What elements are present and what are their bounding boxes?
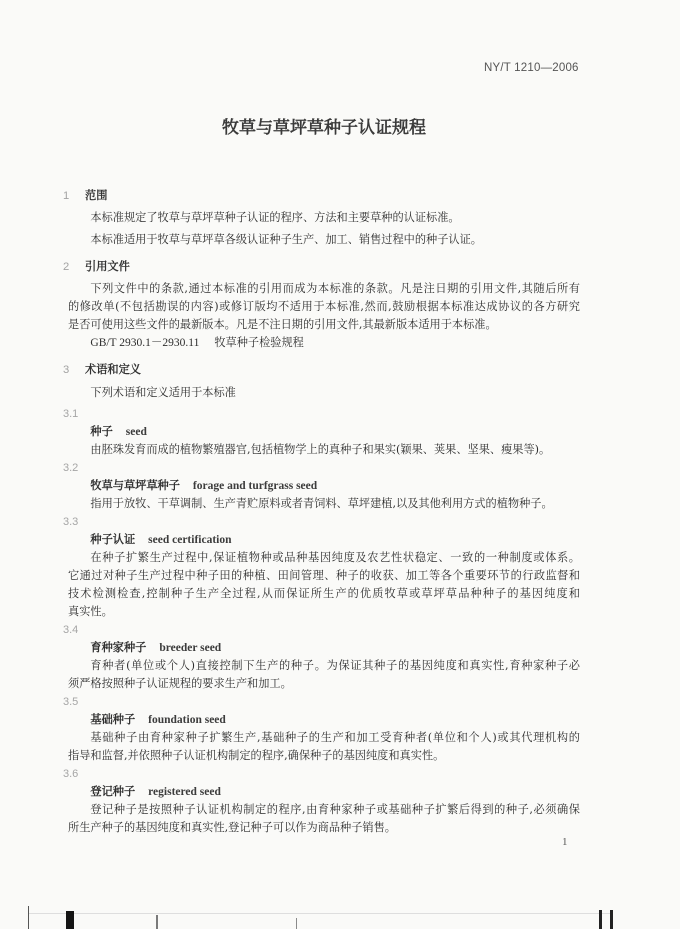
document-number: NY/T 1210—2006 <box>484 62 579 74</box>
definition-line: 登记种子是按照种子认证机构制定的程序,由育种家种子或基础种子扩繁后得到的种子,必须确保 <box>90 803 580 816</box>
term-chinese: 种子认证 <box>90 533 136 546</box>
clause-number: 3.5 <box>63 696 79 708</box>
section-title: 术语和定义 <box>85 363 141 376</box>
scan-edge-mark <box>296 918 297 929</box>
section-scope <box>63 187 580 249</box>
clause-number: 3.6 <box>63 768 79 780</box>
term-chinese: 登记种子 <box>90 785 136 798</box>
term-heading <box>68 783 580 801</box>
definition-line: 育种者(单位或个人)直接控制下生产的种子。为保证其种子的基因纯度和真实性,育种家种子必 <box>90 659 580 672</box>
term-heading <box>68 423 580 441</box>
scan-edge-mark <box>28 906 29 929</box>
scan-edge-mark <box>156 915 158 929</box>
definition-line: 在种子扩繁生产过程中,保证植物种或品种基因纯度及农艺性状稳定、一致的一种制度或体系。 <box>90 551 580 564</box>
term-chinese: 育种家种子 <box>90 641 147 654</box>
term-english: foundation seed <box>148 714 226 726</box>
definition-line: 指导和监督,并依照种子认证机构制定的程序,确保种子的基因纯度和真实性。 <box>68 749 445 762</box>
scan-edge-mark <box>610 910 613 929</box>
section-number: 3 <box>63 364 70 376</box>
clause-number: 3.1 <box>63 408 79 420</box>
term-heading <box>68 711 580 729</box>
section-intro: 下列术语和定义适用于本标准 <box>90 386 236 399</box>
term-chinese: 牧草与草坪草种子 <box>90 479 180 492</box>
reference-code: GB/T 2930.1－2930.11 <box>90 337 200 349</box>
term-english: breeder seed <box>159 642 222 654</box>
definition-line: 所生产种子的基因纯度和真实性,登记种子可以作为商品种子销售。 <box>68 821 396 834</box>
paragraph-line: 本标准规定了牧草与草坪草种子认证的程序、方法和主要草种的认证标准。 <box>90 211 460 224</box>
section-heading <box>63 361 580 379</box>
definition-line: 指用于放牧、干草调制、生产青贮原料或者青饲料、草坪建植,以及其他利用方式的植物种子。 <box>90 497 553 510</box>
definition-line: 须严格按照种子认证规程的要求生产和加工。 <box>68 677 292 690</box>
paragraph-line: 下列文件中的条款,通过本标准的引用而成为本标准的条款。凡是注日期的引用文件,其随后所有 <box>90 282 580 295</box>
section-terms-definitions <box>63 361 580 837</box>
page-number: 1 <box>562 836 568 848</box>
paragraph-line: 是否可使用这些文件的最新版本。凡是不注日期的引用文件,其最新版本适用于本标准。 <box>68 318 497 331</box>
section-number: 2 <box>63 261 70 273</box>
term-english: forage and turfgrass seed <box>192 480 318 492</box>
section-normative-references <box>63 258 580 352</box>
section-heading <box>63 187 580 205</box>
clause-number: 3.2 <box>63 462 79 474</box>
document-body <box>63 187 580 837</box>
term-english: seed <box>125 426 147 438</box>
reference-title: 牧草种子检验规程 <box>214 336 304 349</box>
term-english: seed certification <box>148 534 232 546</box>
term-chinese: 基础种子 <box>90 713 136 726</box>
term-chinese: 种子 <box>90 425 113 438</box>
reference-entry <box>68 334 580 352</box>
document-title: 牧草与草坪草种子认证规程 <box>222 118 426 138</box>
section-title: 引用文件 <box>85 260 130 273</box>
term-heading <box>68 477 580 495</box>
paragraph-line: 的修改单(不包括勘误的内容)或修订版均不适用于本标准,然而,鼓励根据本标准达成协议的各方研究 <box>68 300 580 313</box>
definition-line: 真实性。 <box>68 605 113 618</box>
paragraph-line: 本标准适用于牧草与草坪草各级认证种子生产、加工、销售过程中的种子认证。 <box>90 233 482 246</box>
definition-line: 由胚珠发育而成的植物繁殖器官,包括植物学上的真种子和果实(颖果、荚果、坚果、瘦果等)。 <box>90 443 551 456</box>
clause-number: 3.3 <box>63 516 79 528</box>
scan-edge-mark <box>66 911 74 929</box>
section-title: 范围 <box>85 189 108 202</box>
definition-line: 技术检测检查,控制种子生产全过程,从而保证所生产的优质牧草或草坪草品种种子的基因纯度和 <box>68 587 580 600</box>
section-number: 1 <box>63 190 70 202</box>
term-heading <box>68 639 580 657</box>
clause-number: 3.4 <box>63 624 79 636</box>
scan-edge-line <box>28 913 613 914</box>
section-heading <box>63 258 580 276</box>
definition-line: 基础种子由育种家种子扩繁生产,基础种子的生产和加工受育种者(单位和个人)或其代理机构的 <box>90 731 580 744</box>
term-english: registered seed <box>148 786 221 798</box>
scan-edge-mark <box>599 910 602 929</box>
term-heading <box>68 531 580 549</box>
definition-line: 它通过对种子生产过程中种子田的种植、田间管理、种子的收获、加工等各个重要环节的行政监督和 <box>68 569 580 582</box>
